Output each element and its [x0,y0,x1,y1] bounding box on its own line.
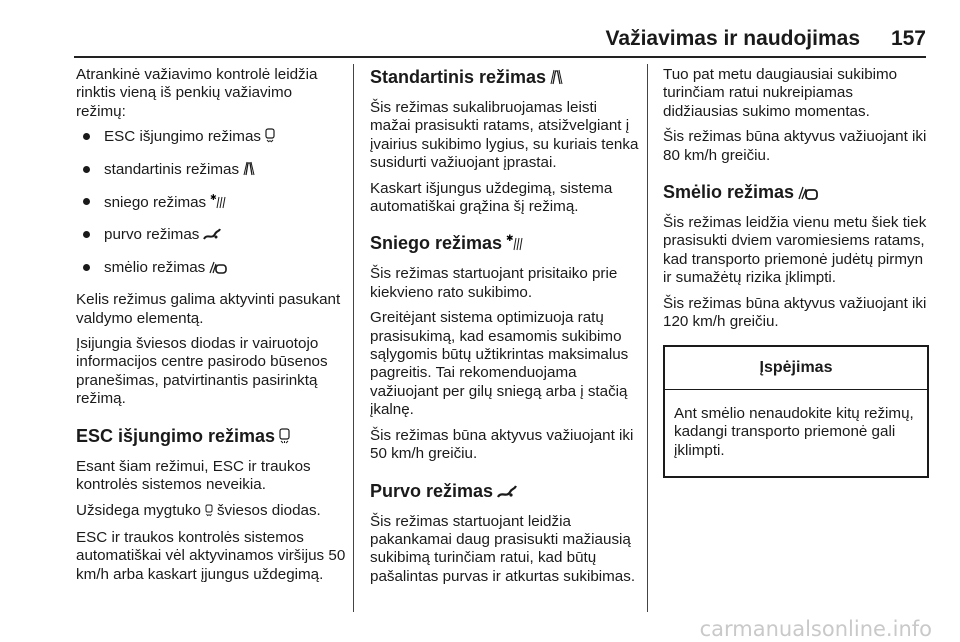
paragraph: Šis režimas būna aktyvus važiuojant iki 80 km/h greičiu. [663,128,927,164]
heading-esc-off: ESC išjungimo režimas [76,425,346,449]
paragraph: Šis režimas sukalibruojamas leisti mažai prasisukti ratams, atsižvelgiant į įvairius sukibimo lygius, su kuriais tenka susidurti važiuojant įprastai. [370,99,639,172]
page-number: 157 [890,27,926,50]
esc-button-icon [205,504,213,522]
paragraph: Šis režimas būna aktyvus važiuojant iki 50 km/h greičiu. [370,426,634,463]
paragraph: Greitėjant sistema optimizuoja ratų prasisukimą, kad esamomis sukibimo sąlygomis būtų užtikrintas maksimalus pagreitis. Tai rekomenduojama važiuojant per gilų sniegą arba į stačią įkalnę. [370,309,629,419]
sand-icon [209,259,227,279]
mud-icon [497,482,517,504]
column-divider-2 [647,64,648,612]
paragraph: Šis režimas būna aktyvus važiuojant iki 120 km/h greičiu. [663,294,927,331]
snow-icon [506,233,524,256]
intro-paragraph: Atrankinė važiavimo kontrolė leidžia rinktis vieną iš penkių važiavimo režimų: [76,66,318,120]
section-title: Važiavimas ir naudojimas [605,27,860,50]
paragraph: Esant šiam režimui, ESC ir traukos kontrolės sistemos neveikia. [76,457,311,494]
sand-icon [798,183,818,205]
list-item: purvo režimas [76,226,346,246]
paragraph: Šis režimas leidžia vienu metu šiek tiek prasisukti dviem varomiesiems ratams, kad transporto priemonė judėtų pirmyn ir sumažėtų rizika įklimpti. [663,214,927,287]
column-3 [663,66,929,478]
warning-box [663,345,929,478]
svg-text:✱: ✱ [506,234,514,245]
list-item: smėlio režimas [76,259,346,279]
paragraph: Kelis režimus galima aktyvinti pasukant valdymo elementą. [76,291,341,327]
esc-off-icon [279,427,290,449]
esc-off-icon [265,128,275,148]
page-header [0,0,960,56]
warning-text: Ant smėlio nenaudokite kitų režimų, kadangi transporto priemonė gali įklimpti. [674,404,914,459]
standard-road-icon [243,161,255,181]
column-1 [76,66,346,591]
paragraph: Kaskart išjungus uždegimą, sistema automatiškai grąžina šį režimą. [370,179,613,216]
paragraph: Užsidega mygtuko šviesos diodas. [76,502,346,522]
column-2 [370,66,640,593]
watermark: carmanualsonline.info [699,617,932,641]
paragraph: Šis režimas startuojant prisitaiko prie kiekvieno rato sukibimo. [370,265,618,301]
mode-list [76,128,346,279]
list-item: ESC išjungimo režimas [76,128,346,148]
heading-mud: Purvo režimas [370,480,640,504]
heading-snow: Sniego režimas ✱ [370,232,640,256]
list-item: sniego režimas ✱ [76,193,346,214]
paragraph: Įsijungia šviesos diodas ir vairuotojo informacijos centre pasirodo būsenos pranešimas, patvirtinantis pasirinktą režimą. [76,335,328,408]
column-divider-1 [353,64,354,612]
snow-icon [210,193,226,214]
mud-icon [203,227,221,246]
paragraph: Šis režimas startuojant leidžia pakankamai daug prasisukti mažiausią sukibimą turinčiam ratui, kad būtų pašalintas purvas ir atkurtas sukibimas. [370,512,636,585]
paragraph: ESC ir traukos kontrolės sistemos automatiškai vėl aktyvinamos viršijus 50 km/h arba kaskart įjungus uždegimą. [76,528,346,583]
standard-road-icon [550,68,563,90]
heading-standard: Standartinis režimas [370,66,640,90]
svg-text:✱: ✱ [210,193,217,203]
warning-title: Įspėjimas [665,347,927,389]
paragraph: Tuo pat metu daugiausiai sukibimo turinčiam ratui nukreipiamas didžiausias sukimo momentas. [663,66,898,120]
header-rule [74,56,926,58]
heading-sand: Smėlio režimas [663,181,929,205]
list-item: standartinis režimas [76,161,346,181]
